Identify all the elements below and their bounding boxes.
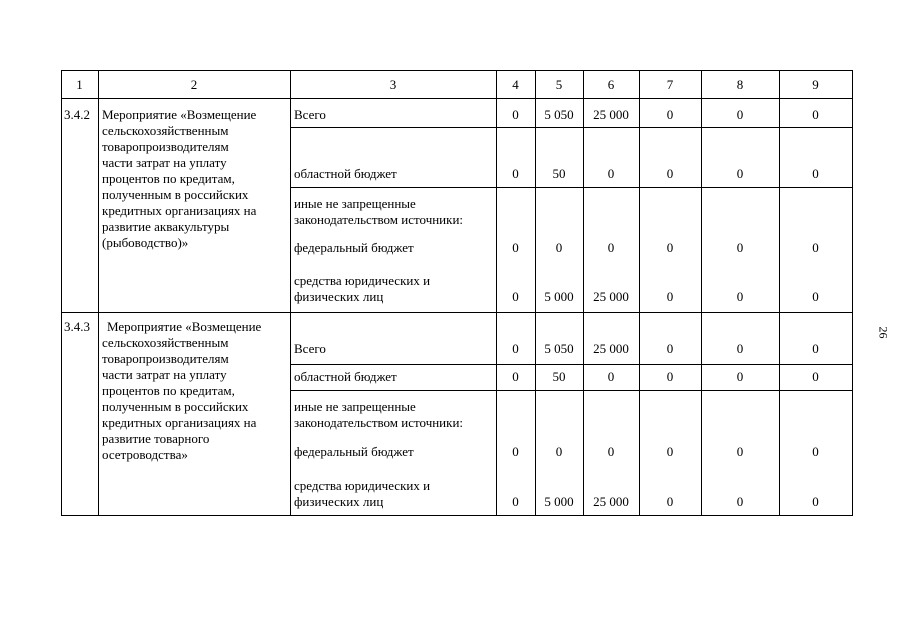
value-cell: 0 xyxy=(512,240,519,255)
value-cell: 0 xyxy=(666,341,674,356)
row-code: 3.4.3 xyxy=(64,319,90,334)
value-cell: 0 xyxy=(512,494,519,509)
value-cell: 50 xyxy=(552,166,566,181)
value-cell: 0 xyxy=(812,289,819,304)
value-cell: 5 050 xyxy=(544,107,574,122)
value-cell: 0 xyxy=(736,444,744,459)
header-cell: 9 xyxy=(812,77,819,92)
value-cell: 0 xyxy=(512,341,519,356)
header-cell: 6 xyxy=(607,77,615,92)
value-cell: 0 xyxy=(607,444,615,459)
value-cell: 0 xyxy=(607,166,615,181)
value-cell: 0 xyxy=(512,289,519,304)
value-cell: 0 xyxy=(812,166,819,181)
col-line xyxy=(61,70,62,516)
value-cell: 0 xyxy=(812,107,819,122)
value-cell: 50 xyxy=(552,369,566,384)
value-cell: 0 xyxy=(666,166,674,181)
value-cell: 0 xyxy=(736,369,744,384)
value-cell: 0 xyxy=(736,166,744,181)
value-cell: 0 xyxy=(555,444,563,459)
source-label: физических лиц xyxy=(294,289,384,304)
row-line xyxy=(290,187,853,188)
row-line xyxy=(290,364,853,365)
value-cell: 0 xyxy=(812,240,819,255)
value-cell: 0 xyxy=(607,240,615,255)
source-label: законодательством источники: xyxy=(294,212,464,227)
source-label: иные не запрещенные xyxy=(294,399,416,414)
header-cell: 8 xyxy=(736,77,744,92)
source-label: Всего xyxy=(294,107,326,122)
value-cell: 0 xyxy=(666,369,674,384)
value-cell: 0 xyxy=(512,369,519,384)
value-cell: 5 000 xyxy=(544,289,574,304)
source-label: Всего xyxy=(294,341,326,356)
value-cell: 0 xyxy=(512,107,519,122)
row-code: 3.4.2 xyxy=(64,107,90,122)
header-cell: 1 xyxy=(76,77,83,92)
value-cell: 0 xyxy=(812,369,819,384)
value-cell: 0 xyxy=(555,240,563,255)
value-cell: 0 xyxy=(666,494,674,509)
source-label: средства юридических и xyxy=(294,273,431,288)
header-cell: 3 xyxy=(389,77,397,92)
row-line xyxy=(61,98,853,99)
value-cell: 0 xyxy=(512,444,519,459)
value-cell: 25 000 xyxy=(593,107,629,122)
value-cell: 5 000 xyxy=(544,494,574,509)
header-cell: 5 xyxy=(555,77,563,92)
value-cell: 0 xyxy=(812,494,819,509)
value-cell: 0 xyxy=(666,444,674,459)
row-line xyxy=(61,515,853,516)
page-number: 26 xyxy=(876,326,891,339)
value-cell: 25 000 xyxy=(593,341,629,356)
value-cell: 0 xyxy=(607,369,615,384)
col-line xyxy=(98,70,99,516)
value-cell: 0 xyxy=(736,289,744,304)
header-cell: 2 xyxy=(190,77,198,92)
source-label: физических лиц xyxy=(294,494,384,509)
value-cell: 0 xyxy=(666,107,674,122)
source-label: областной бюджет xyxy=(294,166,397,181)
source-label: федеральный бюджет xyxy=(294,240,414,255)
row-line xyxy=(290,127,853,128)
col-line xyxy=(290,70,291,516)
value-cell: 0 xyxy=(736,240,744,255)
budget-table: 1 2 3 4 5 6 7 8 9 3.4.2 Мероприятие «Возмещение сельскохозяйственным товаропроизводителям части затрат на уплату процентов по кредитам, полученным в российских кредитных организациях на развитие аквакультуры (рыбоводство)» Всего 0 5 050 25 000 0 0 0 областной бюджет 0 50 0 0 0 0 иные не запрещенные законодательством источники: федеральный бюджет 0 0 0 0 0 0 средства юридических и физических лиц 0 5 000 25 000 0 0 0 3.4.3 Мероприятие «Возмещение сельскохозяйственным товаропроизводителям части затрат на уплату процентов по кредитам, полученным в российских кредитных организациях на развитие товарного осетроводства» Всего 0 5 050 25 000 0 0 0 областной бюджет 0 50 0 0 0 0 иные не запрещенные законодательством источники: федеральный бюджет 0 0 0 0 0 0 средства юридических и физических лиц 0 5 000 25 000 0 0 0 xyxy=(61,70,853,516)
row-line xyxy=(61,70,853,71)
value-cell: 0 xyxy=(812,341,819,356)
col-line xyxy=(852,70,853,516)
source-label: средства юридических и xyxy=(294,478,431,493)
value-cell: 0 xyxy=(736,341,744,356)
header-cell: 4 xyxy=(512,77,519,92)
row-line xyxy=(290,390,853,391)
source-label: иные не запрещенные xyxy=(294,196,416,211)
value-cell: 0 xyxy=(812,444,819,459)
source-label: законодательством источники: xyxy=(294,415,464,430)
row-line xyxy=(61,312,853,313)
value-cell: 25 000 xyxy=(593,494,629,509)
value-cell: 25 000 xyxy=(593,289,629,304)
value-cell: 5 050 xyxy=(544,341,574,356)
source-label: федеральный бюджет xyxy=(294,444,414,459)
value-cell: 0 xyxy=(512,166,519,181)
source-label: областной бюджет xyxy=(294,369,397,384)
header-cell: 7 xyxy=(666,77,674,92)
value-cell: 0 xyxy=(736,494,744,509)
value-cell: 0 xyxy=(736,107,744,122)
value-cell: 0 xyxy=(666,240,674,255)
value-cell: 0 xyxy=(666,289,674,304)
